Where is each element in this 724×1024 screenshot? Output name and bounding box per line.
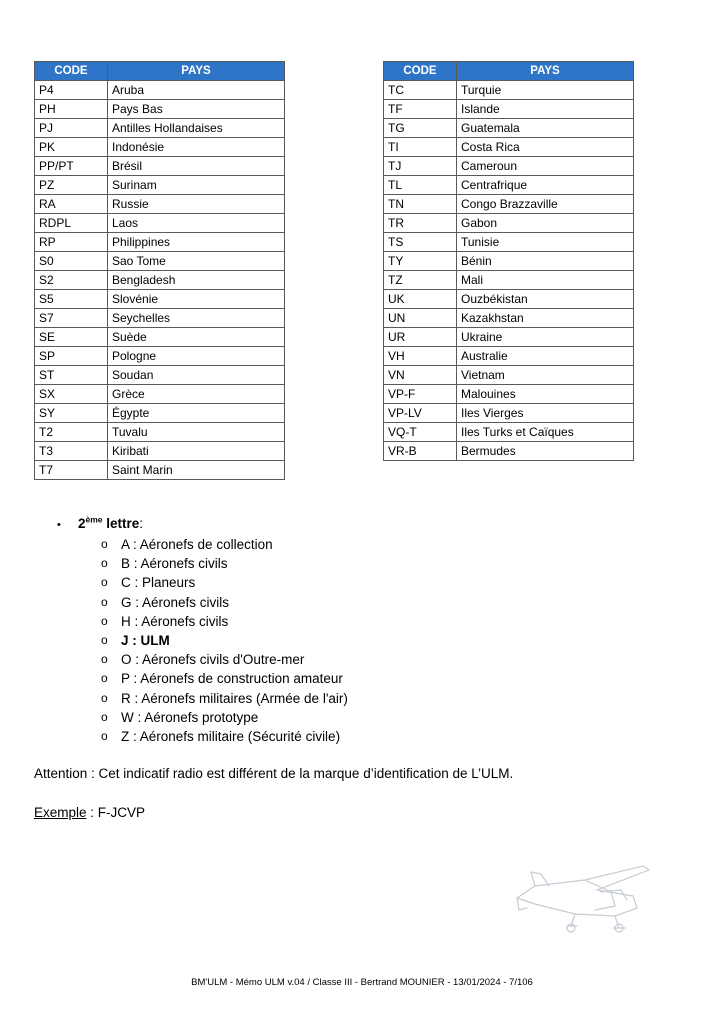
country-cell: Laos (108, 214, 285, 233)
code-cell: PH (35, 100, 108, 119)
code-cell: SY (35, 404, 108, 423)
code-cell: TJ (384, 157, 457, 176)
code-cell: SE (35, 328, 108, 347)
code-cell: TS (384, 233, 457, 252)
country-cell: Guatemala (457, 119, 634, 138)
circle-bullet-icon: o (101, 575, 108, 590)
code-cell: T3 (35, 442, 108, 461)
country-cell: Kiribati (108, 442, 285, 461)
code-cell: S7 (35, 309, 108, 328)
country-cell: Sao Tome (108, 252, 285, 271)
attention-note: Attention : Cet indicatif radio est différent de la marque d’identification de L’ULM. (34, 766, 514, 781)
code-cell: UK (384, 290, 457, 309)
table-row (35, 195, 285, 214)
code-cell: TC (384, 81, 457, 100)
table-row (35, 347, 285, 366)
letter-list-item (101, 727, 348, 746)
country-cell: Pays Bas (108, 100, 285, 119)
table-row (384, 195, 634, 214)
table-row (384, 404, 634, 423)
letter-item-text: W : Aéronefs prototype (121, 709, 259, 725)
circle-bullet-icon: o (101, 594, 108, 609)
code-cell: VP-F (384, 385, 457, 404)
country-code-table-left (34, 61, 285, 480)
country-cell: Turquie (457, 81, 634, 100)
header-code: CODE (35, 62, 108, 81)
table-row (35, 157, 285, 176)
letter-list-item (101, 573, 348, 592)
table-header-row (384, 62, 634, 81)
table-row (35, 461, 285, 480)
table-row (35, 233, 285, 252)
letter-item-text: G : Aéronefs civils (121, 594, 230, 610)
code-cell: P4 (35, 81, 108, 100)
table-row (35, 138, 285, 157)
code-cell: TY (384, 252, 457, 271)
code-cell: RA (35, 195, 108, 214)
code-cell: T7 (35, 461, 108, 480)
circle-bullet-icon: o (101, 709, 108, 724)
country-cell: Antilles Hollandaises (108, 119, 285, 138)
letter-list-item (101, 535, 348, 554)
country-cell: Suède (108, 328, 285, 347)
letter-item-text: O : Aéronefs civils d'Outre-mer (121, 652, 305, 668)
country-cell: Égypte (108, 404, 285, 423)
country-cell: Tuvalu (108, 423, 285, 442)
circle-bullet-icon: o (101, 690, 108, 705)
code-cell: VP-LV (384, 404, 457, 423)
table-row (384, 271, 634, 290)
code-cell: UN (384, 309, 457, 328)
circle-bullet-icon: o (101, 613, 108, 628)
letter-item-text: H : Aéronefs civils (121, 613, 229, 629)
country-cell: Saint Marin (108, 461, 285, 480)
table-row (35, 176, 285, 195)
country-cell: Costa Rica (457, 138, 634, 157)
circle-bullet-icon: o (101, 632, 108, 647)
code-cell: UR (384, 328, 457, 347)
circle-bullet-icon: o (101, 728, 108, 743)
country-cell: Ouzbékistan (457, 290, 634, 309)
code-cell: S2 (35, 271, 108, 290)
code-cell: ST (35, 366, 108, 385)
second-letter-section (57, 516, 348, 746)
code-cell: PP/PT (35, 157, 108, 176)
country-cell: Vietnam (457, 366, 634, 385)
code-cell: SP (35, 347, 108, 366)
table-row (384, 309, 634, 328)
letter-list-item (101, 554, 348, 573)
table-row (35, 309, 285, 328)
table-row (35, 290, 285, 309)
country-cell: Mali (457, 271, 634, 290)
table-row (35, 404, 285, 423)
heading-text: 2ème lettre (78, 514, 140, 531)
page-footer: BM'ULM - Mémo ULM v.04 / Classe III - Bertrand MOUNIER - 13/01/2024 - 7/106 (191, 977, 533, 988)
table-row (35, 385, 285, 404)
table-row (384, 119, 634, 138)
code-cell: VH (384, 347, 457, 366)
country-cell: Grèce (108, 385, 285, 404)
example-value: : F-JCVP (86, 805, 146, 820)
example-label: Exemple (34, 805, 87, 820)
letter-item-text: P : Aéronefs de construction amateur (121, 671, 343, 687)
letter-item-text: R : Aéronefs militaires (Armée de l'air) (121, 690, 348, 706)
table-row (35, 271, 285, 290)
country-cell: Islande (457, 100, 634, 119)
country-cell: Australie (457, 347, 634, 366)
country-cell: Iles Turks et Caïques (457, 423, 634, 442)
table-row (35, 252, 285, 271)
table-row (384, 252, 634, 271)
code-cell: VR-B (384, 442, 457, 461)
country-cell: Aruba (108, 81, 285, 100)
letter-list-item (101, 593, 348, 612)
table-header-row (35, 62, 285, 81)
country-cell: Surinam (108, 176, 285, 195)
table-row (384, 385, 634, 404)
circle-bullet-icon: o (101, 556, 108, 571)
country-code-table-right (383, 61, 634, 461)
table-row (384, 290, 634, 309)
letter-list-item (101, 631, 348, 650)
country-cell: Kazakhstan (457, 309, 634, 328)
code-cell: TL (384, 176, 457, 195)
header-code: CODE (384, 62, 457, 81)
code-cell: RDPL (35, 214, 108, 233)
letter-item-text: B : Aéronefs civils (121, 556, 228, 572)
code-cell: PJ (35, 119, 108, 138)
header-pays: PAYS (457, 62, 634, 81)
code-cell: PZ (35, 176, 108, 195)
table-row (384, 157, 634, 176)
table-row (35, 119, 285, 138)
country-cell: Slovénie (108, 290, 285, 309)
letter-list-item (101, 689, 348, 708)
code-cell: VQ-T (384, 423, 457, 442)
table-row (35, 100, 285, 119)
code-cell: TN (384, 195, 457, 214)
code-cell: T2 (35, 423, 108, 442)
country-cell: Brésil (108, 157, 285, 176)
code-cell: SX (35, 385, 108, 404)
table-row (35, 81, 285, 100)
letter-item-text: A : Aéronefs de collection (121, 537, 273, 552)
table-row (35, 214, 285, 233)
country-cell: Pologne (108, 347, 285, 366)
circle-bullet-icon: o (101, 671, 108, 686)
letter-list (57, 535, 348, 746)
table-row (384, 328, 634, 347)
letter-list-item (101, 669, 348, 688)
table-row (384, 100, 634, 119)
country-cell: Tunisie (457, 233, 634, 252)
header-pays: PAYS (108, 62, 285, 81)
letter-list-item (101, 650, 348, 669)
country-cell: Iles Vierges (457, 404, 634, 423)
letter-item-text: C : Planeurs (121, 575, 196, 591)
country-cell: Indonésie (108, 138, 285, 157)
country-cell: Bengladesh (108, 271, 285, 290)
table-row (35, 423, 285, 442)
table-row (384, 176, 634, 195)
letter-list-item (101, 708, 348, 727)
code-cell: S0 (35, 252, 108, 271)
code-cell: PK (35, 138, 108, 157)
code-cell: TF (384, 100, 457, 119)
table-row (384, 233, 634, 252)
table-row (384, 442, 634, 461)
country-cell: Congo Brazzaville (457, 195, 634, 214)
second-letter-heading (57, 516, 348, 535)
table-row (35, 328, 285, 347)
code-cell: TI (384, 138, 457, 157)
code-cell: TR (384, 214, 457, 233)
code-cell: RP (35, 233, 108, 252)
country-cell: Seychelles (108, 309, 285, 328)
table-row (384, 347, 634, 366)
country-cell: Centrafrique (457, 176, 634, 195)
example-line (34, 805, 145, 820)
code-cell: TG (384, 119, 457, 138)
country-cell: Cameroun (457, 157, 634, 176)
circle-bullet-icon: o (101, 537, 108, 551)
table-row (35, 366, 285, 385)
letter-item-text: J : ULM (121, 632, 170, 648)
table-row (384, 81, 634, 100)
country-cell: Philippines (108, 233, 285, 252)
country-cell: Soudan (108, 366, 285, 385)
table-row (35, 442, 285, 461)
table-row (384, 366, 634, 385)
bullet-icon: • (57, 519, 61, 531)
table-row (384, 138, 634, 157)
country-cell: Ukraine (457, 328, 634, 347)
country-cell: Bermudes (457, 442, 634, 461)
country-cell: Russie (108, 195, 285, 214)
letter-item-text: Z : Aéronefs militaire (Sécurité civile) (121, 728, 341, 744)
code-cell: S5 (35, 290, 108, 309)
country-cell: Bénin (457, 252, 634, 271)
country-cell: Malouines (457, 385, 634, 404)
table-row (384, 423, 634, 442)
letter-list-item (101, 612, 348, 631)
code-cell: VN (384, 366, 457, 385)
ulm-airplane-watermark-icon (515, 862, 655, 934)
country-cell: Gabon (457, 214, 634, 233)
circle-bullet-icon: o (101, 652, 108, 667)
table-row (384, 214, 634, 233)
heading-colon: : (139, 516, 144, 531)
code-cell: TZ (384, 271, 457, 290)
